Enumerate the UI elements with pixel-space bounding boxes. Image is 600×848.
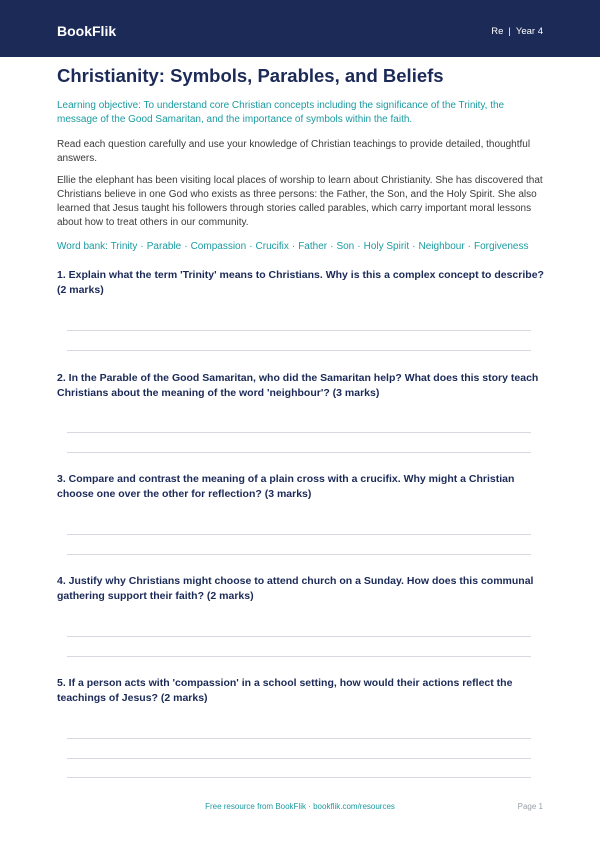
word-bank-word: Neighbour [418,241,465,252]
page-title: Christianity: Symbols, Parables, and Beliefs [57,65,444,86]
instructions-text: Read each question carefully and use your knowledge of Christian teachings to provide detailed, thoughtful answers. [57,139,531,164]
header-bar [0,0,600,57]
answer-line[interactable] [67,758,531,759]
answer-line[interactable] [67,534,531,535]
question-1: 1. Explain what the term 'Trinity' means to Christians. Why is this a complex concept to describe? (2 marks) [57,269,544,296]
question-3: 3. Compare and contrast the meaning of a plain cross with a crucifix. Why might a Christian choose one over the other for reflection? (3 marks) [57,473,515,500]
word-bank-separator: · [249,241,253,252]
word-bank-word: Father [298,241,328,252]
subject-label: Re [491,26,504,37]
question-5: 5. If a person acts with 'compassion' in a school setting, how would their actions reflect the teachings of Jesus? (2 marks) [57,677,513,704]
worksheet-intro [57,64,543,254]
word-bank-separator: · [140,241,144,252]
header-separator: | [508,26,511,37]
word-bank-word: Son [336,241,355,252]
word-bank-word: Holy Spirit [363,241,410,252]
answer-line[interactable] [67,636,531,637]
answer-line[interactable] [67,554,531,555]
footer-credit: Free resource from BookFlik · bookflik.com/resources [205,802,395,811]
word-bank-separator: · [412,241,416,252]
word-bank-word: Forgiveness [474,241,529,252]
word-bank-word: Trinity [110,241,138,252]
word-bank-word: Compassion [190,241,247,252]
word-bank-separator: · [357,241,361,252]
question-4: 4. Justify why Christians might choose to attend church on a Sunday. How does this communal gathering support their faith? (2 marks) [57,575,534,602]
answer-line[interactable] [67,452,531,453]
page-number: Page 1 [517,802,543,811]
answer-line[interactable] [67,432,531,433]
answer-line[interactable] [67,350,531,351]
question-2: 2. In the Parable of the Good Samaritan, who did the Samaritan help? What does this story teach Christians about the meaning of the word 'neighbour'? (3 marks) [57,372,539,399]
word-bank-list [111,241,529,252]
answer-line[interactable] [67,738,531,739]
word-bank-separator: · [467,241,472,252]
word-bank-label: Word bank: [57,241,108,252]
answer-line[interactable] [67,656,531,657]
story-text: Ellie the elephant has been visiting local places of worship to learn about Christianity. She has discovered that Christians believe in one God who exists as three persons: the Father, the Son, and the Holy Spirit. She also learned that Jesus taught his followers through stories called parables, which carry important moral lessons about how to treat others in our community. [57,175,543,228]
brand-logo: BookFlik [57,23,117,39]
answer-line[interactable] [67,777,531,778]
word-bank-word: Parable [146,241,182,252]
learning-objective: Learning objective: To understand core Christian concepts including the significance of the Trinity, the message of the Good Samaritan, and the importance of symbols within the faith. [57,100,505,125]
year-label: Year 4 [515,26,543,37]
word-bank [57,240,543,254]
header-meta [491,26,543,38]
word-bank-separator: · [330,241,334,252]
answer-line[interactable] [67,330,531,331]
word-bank-word: Crucifix [255,241,289,252]
word-bank-separator: · [291,241,296,252]
word-bank-separator: · [184,241,188,252]
